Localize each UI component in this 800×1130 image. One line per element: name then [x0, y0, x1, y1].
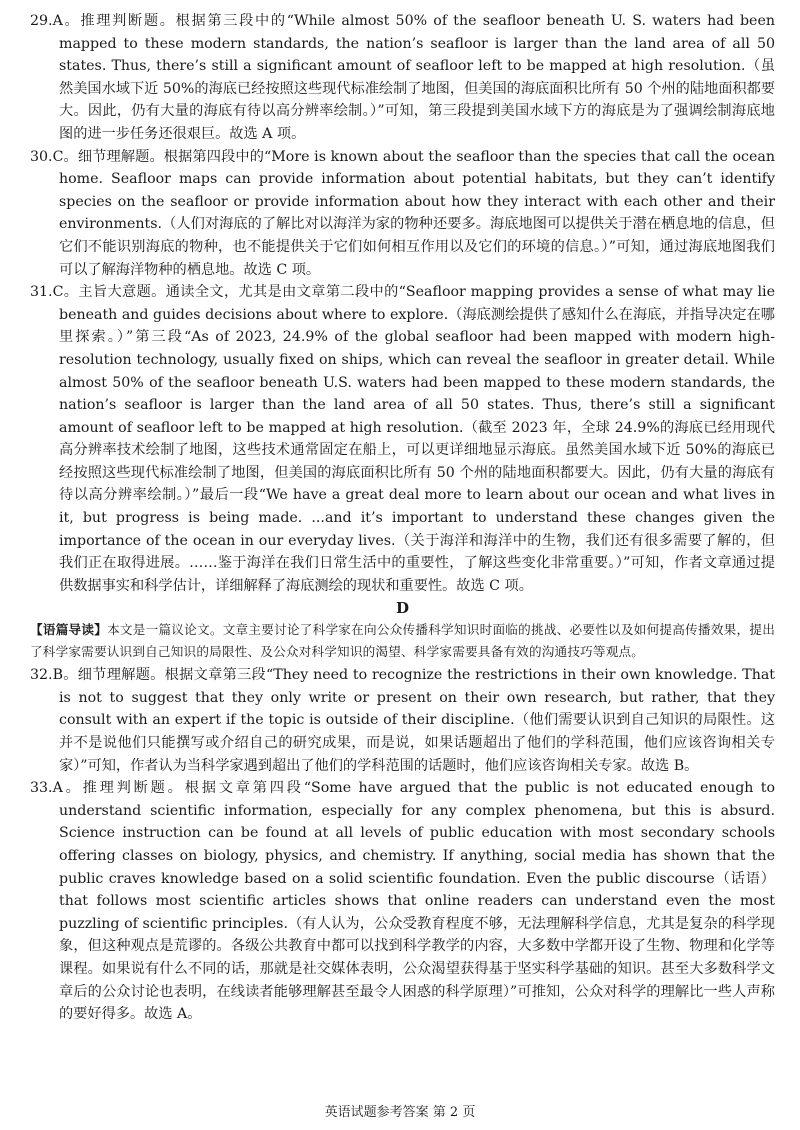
answer-32: 32.B。细节理解题。根据文章第三段“They need to recognize the restrictions in their own knowledge. That is not to suggest that they only write or present on their own research, but rather, that they consult with an expert if the topic is outside of their discipline.（他们需要认识到自己知识的局限性。这并不是说他们只能撰写或介绍自己的研究成果，而是说，如果话题超出了他们的学科范围，他们应该咨询相关专家）”可知，作者认为当科学家遇到超出了他们的学科范围的话题时，他们应该咨询相关专家。故选 B。 — [30, 667, 775, 774]
section-heading-d: D — [395, 599, 409, 618]
passage-guide-label: 【语篇导读】 — [30, 622, 108, 638]
page-footer: 英语试题参考答案 第 2 页 — [324, 1105, 476, 1120]
answer-33: 33.A。推理判断题。根据文章第四段“Some have argued that the public is not educated enough to understand scientific information, especially for any complex phenomena, but this is absurd. Science instruction can be found at all levels of public education with most secondary schools offering classes on biology, physics, and chemistry. If anything, social media has shown that the public craves knowledge based on a solid scientific foundation. Even the public discourse（话语）that follows most scientific articles shows that online readers can understand even the most puzzling of scientific principles.（有人认为，公众受教育程度不够，无法理解科学信息，尤其是复杂的科学现象，但这种观点是荒谬的。各级公共教育中都可以找到科学教学的内容，大多数中学都开设了生物、物理和化学等课程。如果说有什么不同的话，那就是社交媒体表明，公众渴望获得基于坚实科学基础的知识。甚至大多数科学文章后的公众讨论也表明，在线读者能够理解甚至最令人困惑的科学原理）”可推知，公众对科学的理解比一些人声称的要好得多。故选 A。 — [30, 780, 775, 1023]
answer-key-page — [30, 10, 775, 1026]
passage-guide-text: 本文是一篇议论文。文章主要讨论了科学家在向公众传播科学知识时面临的挑战、必要性以及如何提高传播效果，提出了科学家需要认识到自己知识的局限性、及公众对科学知识的渴望、科学家需要具备有效的沟通技巧等观点。 — [30, 622, 775, 659]
answer-29: 29.A。推理判断题。根据第三段中的“While almost 50% of the seafloor beneath U. S. waters had been mapped to these modern standards, the nation’s seafloor is larger than the land area of all 50 states. Thus, there’s still a significant amount of seafloor left to be mapped at high resolution.（虽然美国水域下近 50%的海底已经按照这些现代标准绘制了地图，但美国的海底面积比所有 50 个州的陆地面积都要大。因此，仍有大量的海底有待以高分辨率绘制。）”可知，第三段提到美国水域下方的海底是为了强调绘制海底地图的进一步任务还很艰巨。故选 A 项。 — [30, 13, 775, 142]
answer-30: 30.C。细节理解题。根据第四段中的“More is known about the seafloor than the species that call the ocean home. Seafloor maps can provide information about potential habitats, but they can’t identify species on the seafloor or provide information about how they interact with each other and their environments.（人们对海底的了解比对以海洋为家的物种还要多。海底地图可以提供关于潜在栖息地的信息，但它们不能识别海底的物种，也不能提供关于它们如何相互作用以及它们的环境的信息。）”可知，通过海底地图我们可以了解海洋物种的栖息地。故选 C 项。 — [30, 148, 775, 278]
answer-31: 31.C。主旨大意题。通读全文，尤其是由文章第二段中的“Seafloor mapping provides a sense of what may lie beneath and guides decisions about where to explore.（海底测绘提供了感知什么在海底，并指导决定在哪里探索。）”第三段“As of 2023, 24.9% of the global seafloor had been mapped with modern high-resolution technology, usually fixed on ships, which can reveal the seafloor in greater detail. While almost 50% of the seafloor beneath U.S. waters had been mapped to these modern standards, the nation’s seafloor is larger than the land area of all 50 states. Thus, there’s still a significant amount of seafloor left to be mapped at high resolution.（截至 2023 年，全球 24.9%的海底已经用现代高分辨率技术绘制了地图，这些技术通常固定在船上，可以更详细地显示海底。虽然美国水域下近 50%的海底已经按照这些现代标准绘制了地图，但美国的海底面积比所有 50 个州的陆地面积都要大。因此，仍有大量的海底有待以高分辨率绘制。）”最后一段“We have a great deal more to learn about our ocean and what lives in it, but progress is being made. ...and it’s important to understand these changes given the importance of the ocean in our everyday lives.（关于海洋和海洋中的生物，我们还有很多需要了解的，但我们正在取得进展。……鉴于海洋在我们日常生活中的重要性，了解这些变化非常重要。）”可知，作者文章通过提供数据事实和科学估计，详细解释了海底测绘的现状和重要性。故选 C 项。 — [30, 284, 775, 594]
passage-guide — [30, 619, 775, 662]
